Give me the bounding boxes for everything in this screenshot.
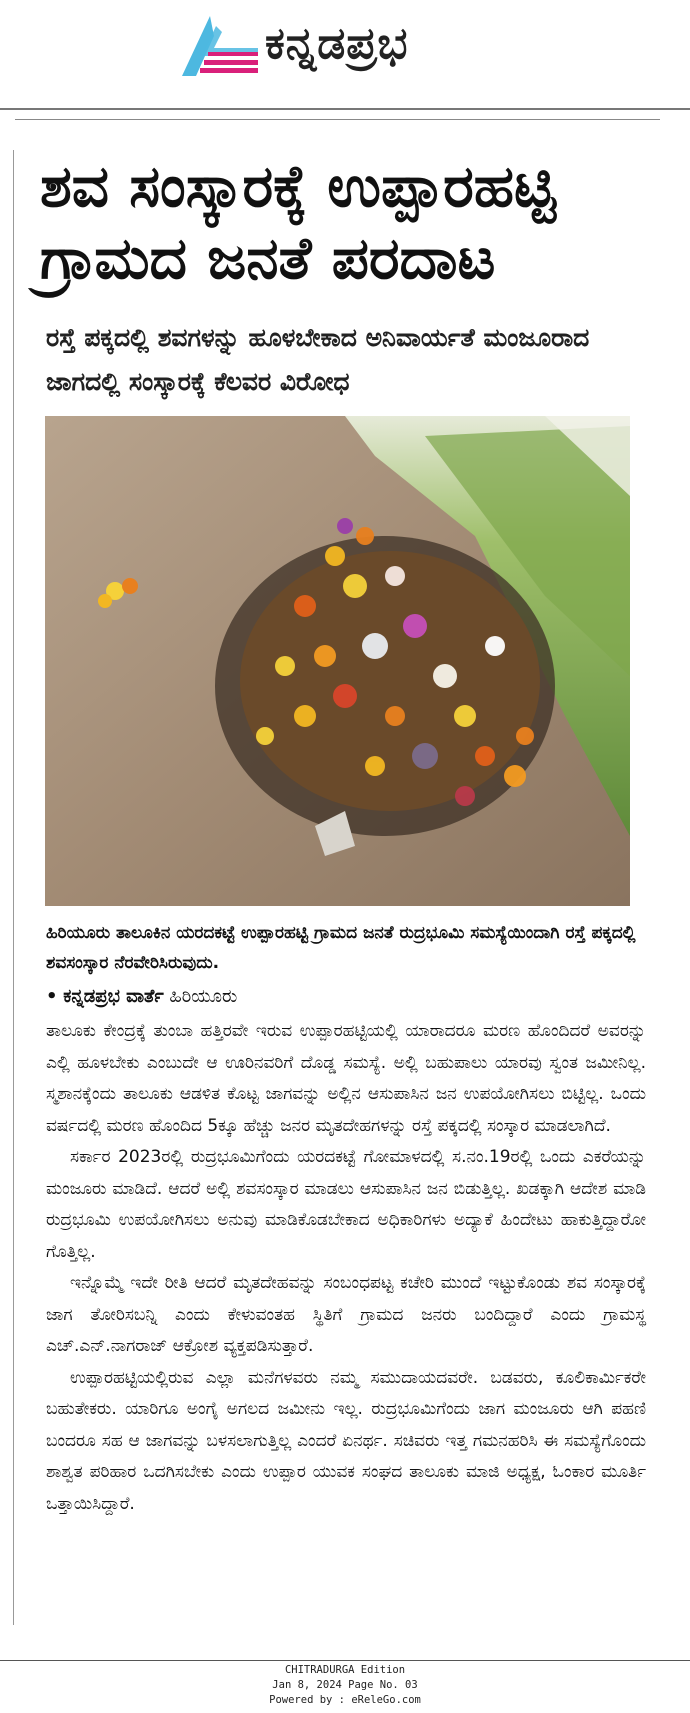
byline-agency: ಕನ್ನಡಪ್ರಭ ವಾರ್ತೆ <box>63 986 164 1007</box>
photo-caption: ಹಿರಿಯೂರು ತಾಲೂಕಿನ ಯರದಕಟ್ಟೆ ಉಪ್ಪಾರಹಟ್ಟಿ ಗ್ರಾಮದ ಜನತೆ ರುದ್ರಭೂಮಿ ಸಮಸ್ಯೆಯಿಂದಾಗಿ ರಸ್ತೆ ಪಕ್ಕದಲ್ಲಿ ಶವಸಂಸ್ಕಾರ ನೆರವೇರಿಸಿರುವುದು. <box>46 923 636 973</box>
masthead-rule <box>0 108 690 110</box>
article-paragraph: ಉಪ್ಪಾರಹಟ್ಟಿಯಲ್ಲಿರುವ ಎಲ್ಲಾ ಮನೆಗಳವರು ನಮ್ಮ ಸಮುದಾಯದವರೇ. ಬಡವರು, ಕೂಲಿಕಾರ್ಮಿಕರೇ ಬಹುತೇಕರು. ಯಾರಿಗೂ ಅಂಗೈ ಅಗಲದ ಜಮೀನು ಇಲ್ಲ. ರುದ್ರಭೂಮಿಗೆಂದು ಜಾಗ ಮಂಜೂರು ಆಗಿ ಪಹಣಿ ಬಂದರೂ ಸಹ ಆ ಜಾಗವನ್ನು ಬಳಸಲಾಗುತ್ತಿಲ್ಲ ಎಂದರೆ ಏನರ್ಥ. ಸಚಿವರು ಇತ್ತ ಗಮನಹರಿಸಿ ಈ ಸಮಸ್ಯೆಗೊಂದು ಶಾಶ್ವತ ಪರಿಹಾರ ಒದಗಿಸಬೇಕು ಎಂದು ಉಪ್ಪಾರ ಯುವಕ ಸಂಘದ ತಾಲೂಕು ಮಾಜಿ ಅಧ್ಯಕ್ಷ, ಓಂಕಾರ ಮೂರ್ತಿ ಒತ್ತಾಯಿಸಿದ್ದಾರೆ. <box>46 1367 646 1514</box>
article-headline: ಶವ ಸಂಸ್ಕಾರಕ್ಕೆ ಉಪ್ಪಾರಹಟ್ಟಿ ಗ್ರಾಮದ ಜನತೆ ಪರದಾಟ <box>40 152 557 292</box>
masthead-title: ಕನ್ನಡಪ್ರಭ <box>265 18 409 69</box>
page-footer <box>0 1663 690 1708</box>
footer-powered-by: Powered by : eReleGo.com <box>269 1694 421 1706</box>
byline-bullet: • <box>46 986 58 1007</box>
byline <box>46 982 646 1012</box>
article-paragraph: ತಾಲೂಕು ಕೇಂದ್ರಕ್ಕೆ ತುಂಬಾ ಹತ್ತಿರವೇ ಇರುವ ಉಪ್ಪಾರಹಟ್ಟಿಯಲ್ಲಿ ಯಾರಾದರೂ ಮರಣ ಹೊಂದಿದರೆ ಅವರನ್ನು ಎಲ್ಲಿ ಹೂಳಬೇಕು ಎಂಬುದೇ ಆ ಊರಿನವರಿಗೆ ದೊಡ್ಡ ಸಮಸ್ಯೆ. ಅಲ್ಲಿ ಬಹುಪಾಲು ಯಾರವು ಸ್ವಂತ ಜಮೀನಿಲ್ಲ. ಸ್ಮಶಾನಕ್ಕೆಂದು ತಾಲೂಕು ಆಡಳಿತ ಕೊಟ್ಟ ಜಾಗವನ್ನು ಅಲ್ಲಿನ ಆಸುಪಾಸಿನ ಜನ ಉಪಯೋಗಿಸಲು ಬಿಟ್ಟಿಲ್ಲ. ಒಂದು ವರ್ಷದಲ್ಲಿ ಮರಣ ಹೊಂದಿದ 5ಕ್ಕೂ ಹೆಚ್ಚು ಜನರ ಮೃತದೇಹಗಳನ್ನು ರಸ್ತೆ ಪಕ್ಕದಲ್ಲಿ ಸಂಸ್ಕಾರ ಮಾಡಲಾಗಿದೆ. <box>46 1021 646 1136</box>
kannadaprabha-logo-icon <box>180 14 260 80</box>
article-photo <box>45 416 630 906</box>
footer-edition: CHITRADURGA Edition <box>284 1664 406 1676</box>
masthead <box>0 0 690 112</box>
column-rule <box>13 150 14 1625</box>
footer-rule <box>0 1660 690 1661</box>
byline-place: ಹಿರಿಯೂರು <box>169 986 238 1007</box>
article-paragraph: ಸರ್ಕಾರ 2023ರಲ್ಲಿ ರುದ್ರಭೂಮಿಗೆಂದು ಯರದಕಟ್ಟೆ ಗೋಮಾಳದಲ್ಲಿ ಸ.ನಂ.19ರಲ್ಲಿ ಒಂದು ಎಕರೆಯನ್ನು ಮಂಜೂರು ಮಾಡಿದೆ. ಆದರೆ ಅಲ್ಲಿ ಶವಸಂಸ್ಕಾರ ಮಾಡಲು ಆಸುಪಾಸಿನ ಜನ ಬಿಡುತ್ತಿಲ್ಲ. ಖಡಕ್ಕಾಗಿ ಆದೇಶ ಮಾಡಿ ರುದ್ರಭೂಮಿ ಉಪಯೋಗಿಸಲು ಅನುವು ಮಾಡಿಕೊಡಬೇಕಾದ ಅಧಿಕಾರಿಗಳು ಅದ್ಯಾಕೆ ಹಿಂದೇಟು ಹಾಕುತ್ತಿದ್ದಾರೋ ಗೊತ್ತಿಲ್ಲ. <box>46 1147 646 1262</box>
footer-date-page: Jan 8, 2024 Page No. 03 <box>272 1679 418 1691</box>
article-body <box>46 1016 646 1520</box>
article-paragraph: ಇನ್ನೊಮ್ಮೆ ಇದೇ ರೀತಿ ಆದರೆ ಮೃತದೇಹವನ್ನು ಸಂಬಂಧಪಟ್ಟ ಕಚೇರಿ ಮುಂದೆ ಇಟ್ಟುಕೊಂಡು ಶವ ಸಂಸ್ಕಾರಕ್ಕೆ ಜಾಗ ತೋರಿಸಬನ್ನಿ ಎಂದು ಕೇಳುವಂತಹ ಸ್ಥಿತಿಗೆ ಗ್ರಾಮದ ಜನರು ಬಂದಿದ್ದಾರೆ ಎಂದು ಗ್ರಾಮಸ್ಥ ಎಚ್.ಎನ್.ನಾಗರಾಜ್ ಆಕ್ರೋಶ ವ್ಯಕ್ತಪಡಿಸುತ್ತಾರೆ. <box>46 1273 646 1356</box>
article-top-rule <box>15 119 660 120</box>
article-subhead: ರಸ್ತೆ ಪಕ್ಕದಲ್ಲಿ ಶವಗಳನ್ನು ಹೂಳಬೇಕಾದ ಅನಿವಾರ್ಯತೆ ಮಂಜೂರಾದ ಜಾಗದಲ್ಲಿ ಸಂಸ್ಕಾರಕ್ಕೆ ಕೆಲವರ ವಿರೋಧ <box>46 323 590 396</box>
